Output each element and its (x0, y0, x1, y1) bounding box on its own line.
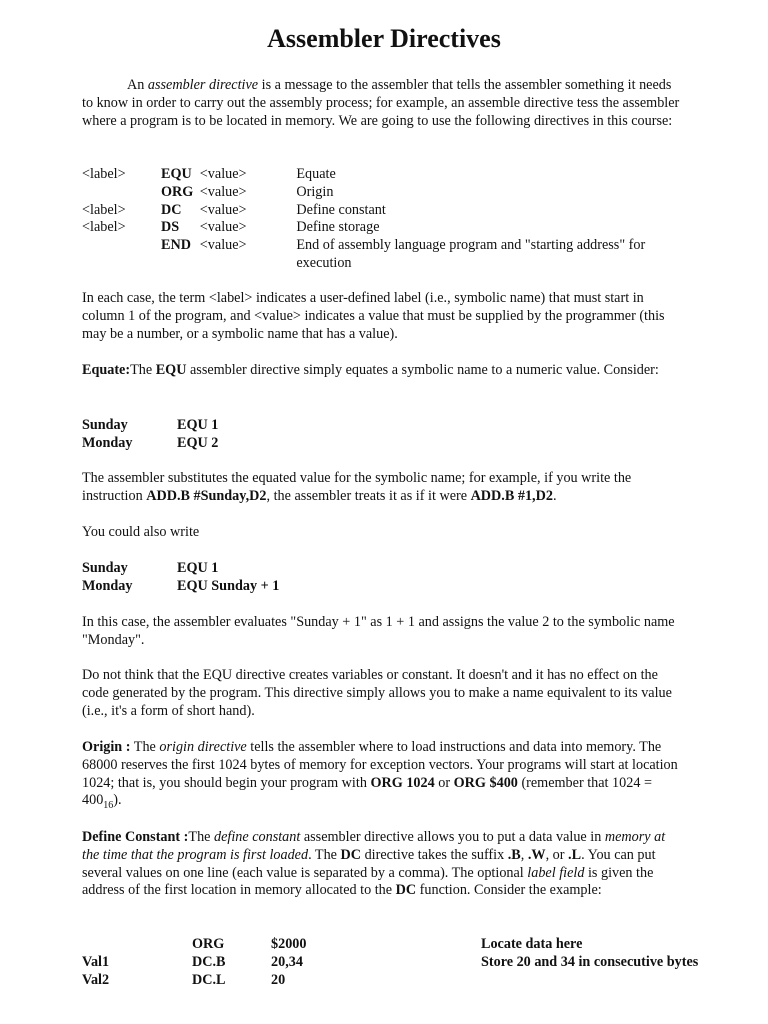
directive-table (82, 166, 682, 273)
table-row: Val2 DC.L 20 (82, 971, 286, 988)
equate-code-block (82, 417, 682, 453)
each-case-paragraph: In each case, the term <label> indicates a user-defined label (i.e., symbolic name) that must start in column 1 of the program, and <value> indicates a value that must be supplied by the programmer (this may be a number, or a symbolic name that has a value). (82, 290, 665, 342)
intro-paragraph: An assembler directive is a message to the assembler that tells the assembler something it needs to know in order to carry out the assembly process; for example, an assemble directive tess the assembler where a program is to be located in memory. We are going to use the following directives in this course: (82, 77, 680, 129)
page-title: Assembler Directives (267, 24, 501, 53)
table-row: <label> DS <value> Define storage (82, 219, 380, 236)
define-constant-code-block (82, 936, 722, 989)
substitution-paragraph: The assembler substitutes the equated value for the symbolic name; for example, if you write the instruction ADD.B #Sunday,D2, the assembler treats it as if it were ADD.B #1,D2. (82, 470, 632, 504)
table-row: END <value> End of assembly language program and "starting address" for execution (160, 237, 646, 271)
table-row: Sunday EQU 1 (82, 417, 219, 433)
table-row: Val1 DC.B 20,34 Store 20 and 34 in consecutive bytes (82, 953, 699, 970)
table-row: Monday EQU 2 (82, 434, 219, 451)
table-row: ORG $2000 Locate data here (192, 936, 583, 952)
also-write-text: You could also write (82, 524, 200, 540)
evaluation-paragraph: In this case, the assembler evaluates "Sunday + 1" as 1 + 1 and assigns the value 2 to the symbolic name "Monday". (82, 614, 675, 648)
equate-paragraph: Equate:The EQU assembler directive simply equates a symbolic name to a numeric value. Consider: (82, 362, 659, 378)
table-row: <label> EQU <value> Equate (82, 166, 336, 182)
define-constant-paragraph: Define Constant :The define constant assembler directive allows you to put a data value in memory at the time that the program is first loaded. The DC directive takes the suffix .B, .W, or .L. You can put several values on one line (each value is separated by a comma). The optional label field is given the address of the first location in memory allocated to the DC function. Consider the example: (82, 829, 666, 899)
origin-paragraph: Origin : The origin directive tells the assembler where to load instructions and data into memory. The 68000 reserves the first 1024 bytes of memory for exception vectors. Your programs will start at location 1024; that is, you should begin your program with ORG 1024 or ORG $400 (remember that $1024 = 400_{16}$). (82, 739, 678, 812)
table-row: <label> DC <value> Define constant (82, 201, 386, 218)
table-row: Monday EQU Sunday + 1 (82, 577, 280, 594)
equate-code-block-2 (82, 560, 682, 596)
table-row: Sunday EQU 1 (82, 560, 219, 576)
table-row: ORG <value> Origin (160, 183, 334, 200)
not-variables-paragraph: Do not think that the EQU directive creates variables or constant. It doesn't and it has no effect on the code generated by the program. This directive simply allows you to make a name equivalent to its value (i.e., it's a form of short hand). (82, 667, 672, 719)
